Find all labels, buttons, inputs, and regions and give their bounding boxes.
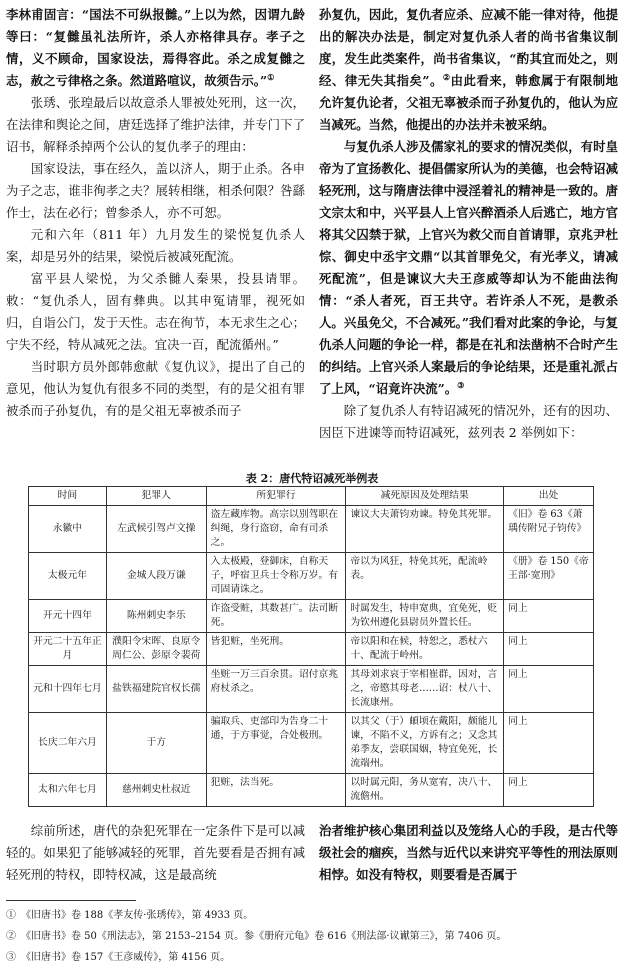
- footnote-3: ③ 《旧唐书》卷 157《王彦威传》，第 4156 页。: [6, 952, 231, 963]
- cell-crime: 盗左藏库物。高宗以别驾职在纠绳，身行盗窃，命有司杀之。: [206, 506, 346, 553]
- paragraph-text: 与复仇杀人涉及儒家礼的要求的情况类似，有时皇帝为了宣扬教化、提倡儒家所认为的美德，也会特诏减轻死刑，这与隋唐法律中浸淫着礼的精神是一致的。唐文宗太和中，兴平县人上官兴醉酒杀人后逃亡，地方官将其父囚禁于狱，上官兴为救父而自首请罪，京兆尹杜悰、御史中丞宇文鼎“以其首罪免父，有光孝义，请减死配流”，但是谏议大夫王彦威等却认为不能曲法徇情：“杀人者死，百王共守。若许杀人不死，是教杀人。兴虽免父，不合减死。”我们看对此案的争论，与复仇杀人问题的争论一样，都是在礼和法凿枘不合时产生的纠结。上官兴杀人案最后的争论结果，还是重礼派占了上风，“诏竟许决流”。: [319, 139, 618, 396]
- cell-offender: 濮阳令宋晖、良原令周仁公、彭原令裴荷: [106, 633, 206, 666]
- table-row: [29, 666, 594, 713]
- table-row: [29, 633, 594, 666]
- cell-source: 同上: [504, 713, 594, 774]
- footnote-ref: ③: [457, 379, 465, 390]
- cell-source: 同上: [504, 633, 594, 666]
- header-time: 时间: [29, 487, 107, 506]
- paragraph: 元和六年（811 年）九月发生的梁悦复仇杀人案，却是另外的结果，梁悦后被减死配流。: [6, 227, 305, 264]
- bottom-columns: [6, 820, 618, 886]
- cell-crime: 诈盗受赃，其数甚广。法司断死。: [206, 600, 346, 633]
- header-source: 出处: [504, 487, 594, 506]
- pardon-table: [28, 486, 594, 807]
- paragraph-text: 孙复仇，因此，复仇者应杀、应减不能一律对待，他提出的解决办法是，制定对复仇杀人者的尚书省集议制度，发生此类案件，尚书省集议，“酌其宜而处之，则经、律无失其指矣”。: [319, 7, 618, 88]
- table-row: [29, 506, 594, 553]
- body-columns: [6, 4, 618, 464]
- right-column: [319, 4, 618, 464]
- cell-source: 《旧》卷 63《萧瑀传附兄子钧传》: [504, 506, 594, 553]
- cell-result: 帝以为风狂，特免其死，配流岭表。: [346, 553, 504, 600]
- footnote-ref: ②: [442, 71, 451, 82]
- table-row: [29, 600, 594, 633]
- cell-time: 永徽中: [29, 506, 107, 553]
- cell-crime: 皆犯赃，坐死刑。: [206, 633, 346, 666]
- cell-source: 同上: [504, 666, 594, 713]
- footnote-divider: [6, 900, 136, 901]
- header-crime: 所犯罪行: [206, 487, 346, 506]
- cell-source: 同上: [504, 774, 594, 807]
- cell-result: 以其父（于）頔顷在戴阳，颇能儿谏，不陷不义，方诉有之；又念其弟季友，尝联国姻，特宜免死，长流端州。: [346, 713, 504, 774]
- bottom-left-text: 综前所述，唐代的杂犯死罪在一定条件下是可以减轻的。如果犯了能够减轻的死罪，首先要看是否拥有减轻死刑的特权，即特权减，这是最高统: [6, 823, 305, 882]
- cell-source: 同上: [504, 600, 594, 633]
- cell-crime: 入太极殿，登御床，自称天子，呼宿卫兵士令称万岁。有司固请诛之。: [206, 553, 346, 600]
- footnotes: [6, 905, 618, 968]
- table-row: [29, 553, 594, 600]
- paragraph: 当时职方员外郎韩愈献《复仇议》，提出了自己的意见，他认为复仇有很多不同的类型，有的是父祖有罪被杀而子孙复仇，有的是父祖无辜被杀而子: [6, 359, 305, 418]
- bottom-right-text: 治者维护核心集团利益以及笼络人心的手段，是古代等级社会的痼疾，当然与近代以来讲究平等性的刑法原则相悖。如没有特权，则要看是否属于: [319, 823, 618, 882]
- cell-crime: 坐赃一万三百余贯。诏付京兆府杖杀之。: [206, 666, 346, 713]
- cell-result: 帝以阳和在候，特恕之，悉杖六十、配流于岭州。: [346, 633, 504, 666]
- paragraph: [6, 4, 305, 92]
- quote-paragraph: 国家设法，事在经久，盖以济人，期于止杀。各申为子之志，谁非徇孝之夫？展转相继，相杀何限？咎繇作士，法在必行；曾参杀人，亦不可恕。: [6, 161, 305, 220]
- paragraph: [319, 136, 618, 400]
- cell-time: 开元十四年: [29, 600, 107, 633]
- table-row: [29, 713, 594, 774]
- cell-offender: 陈州刺史李乐: [106, 600, 206, 633]
- footnote-1: ① 《旧唐书》卷 188《孝友传·张琇传》，第 4933 页。: [6, 910, 254, 921]
- paragraph: [319, 4, 618, 136]
- left-column: [6, 4, 305, 464]
- cell-result: 时属发生，特申宽典，宜免死，贬为钦州遵化县尉员外置长任。: [346, 600, 504, 633]
- cell-time: 太极元年: [29, 553, 107, 600]
- cell-result: 其母刘求哀于宰相崔群，因对，言之，帝愍其母老……诏：杖八十、长流康州。: [346, 666, 504, 713]
- cell-time: 太和六年七月: [29, 774, 107, 807]
- paragraph-text: 由此看来，韩愈属于有限制地允许复仇论者，父祖无辜被杀而子孙复仇的，他认为应当减死。当然，他提出的办法并未被采纳。: [319, 73, 618, 132]
- cell-time: 开元二十五年正月: [29, 633, 107, 666]
- cell-offender: 左武候引驾卢文操: [106, 506, 206, 553]
- cell-time: 长庆二年六月: [29, 713, 107, 774]
- header-result: 减死原因及处理结果: [346, 487, 504, 506]
- footnote-ref: ①: [267, 71, 275, 82]
- quote-paragraph: 富平县人梁悦，为父杀雠人秦果，投县请罪。敕：“复仇杀人，固有彝典。以其申冤请罪，视死如归，自诣公门，发于天性。志在徇节，本无求生之心；宁失不经，特从减死之法。宜决一百，配流循州。”: [6, 271, 305, 352]
- paragraph: 除了复仇杀人有特诏减死的情况外，还有的因功、因臣下进谏等而特诏减死，兹列表 2 举例如下：: [319, 403, 618, 440]
- cell-time: 元和十四年七月: [29, 666, 107, 713]
- cell-result: 以时属元阳，务从宽宥，决八十、流儋州。: [346, 774, 504, 807]
- footnote-2: ② 《旧唐书》卷 50《刑法志》，第 2153–2154 页。参《册府元龟》卷 616《刑法部·议谳第三》，第 7406 页。: [6, 931, 507, 942]
- cell-offender: 慈州刺史杜叔近: [106, 774, 206, 807]
- paragraph: 张琇、张瑝最后以故意杀人罪被处死刑，这一次，在法律和舆论之间，唐廷选择了维护法律，并专门下了诏书，解释杀掉两个公认的复仇孝子的理由：: [6, 95, 305, 154]
- cell-crime: 犯赃，法当死。: [206, 774, 346, 807]
- cell-offender: 金城人段万谦: [106, 553, 206, 600]
- cell-offender: 于方: [106, 713, 206, 774]
- cell-result: 谏议大夫萧钧劝谏。特免其死罪。: [346, 506, 504, 553]
- cell-source: 《册》卷 150《帝王部·宽刑》: [504, 553, 594, 600]
- paragraph-text: 李林甫固言：“国法不可纵报雠。”上以为然，因谓九龄等曰：“复雠虽礼法所许，杀人亦格律具存。孝子之情，义不顾命，国家设法，焉得容此。杀之成复雠之志，赦之亏律格之条。然道路喧议，故须告示。”: [6, 7, 305, 88]
- table-header-row: [29, 487, 594, 506]
- header-offender: 犯罪人: [106, 487, 206, 506]
- table-row: [29, 774, 594, 807]
- cell-offender: 盐铁福建院官权长孺: [106, 666, 206, 713]
- table-caption: 表 2：唐代特诏减死举例表: [245, 472, 379, 485]
- cell-crime: 骗取兵、吏部印为告身二十通，于方事觉，合处极刑。: [206, 713, 346, 774]
